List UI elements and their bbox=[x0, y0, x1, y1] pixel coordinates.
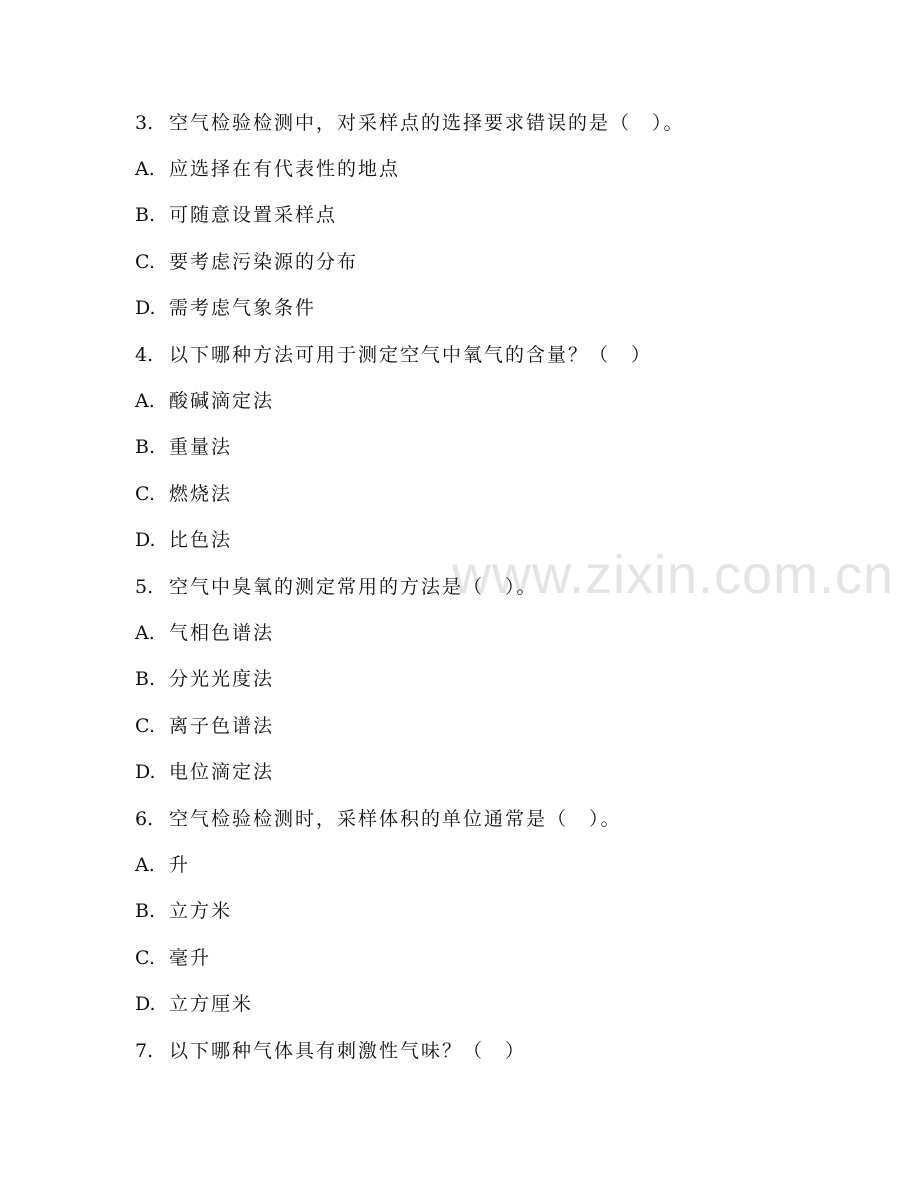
option-6a bbox=[135, 850, 190, 880]
item-number: C. bbox=[135, 715, 155, 737]
item-number: 5. bbox=[135, 576, 154, 598]
item-text: 离子色谱法 bbox=[169, 715, 275, 737]
item-number: D. bbox=[135, 993, 156, 1015]
item-text: 需考虑气象条件 bbox=[169, 297, 317, 319]
item-number: B. bbox=[135, 436, 156, 458]
item-text: 重量法 bbox=[169, 436, 233, 458]
option-4a bbox=[135, 386, 274, 416]
watermark: www.zixin.com.cn bbox=[452, 545, 895, 605]
item-number: C. bbox=[135, 251, 155, 273]
option-6b bbox=[135, 896, 232, 926]
option-6c bbox=[135, 943, 211, 973]
item-text: 立方厘米 bbox=[169, 993, 254, 1015]
option-6d bbox=[135, 989, 253, 1019]
item-text: 分光光度法 bbox=[169, 668, 275, 690]
option-5c bbox=[135, 711, 274, 741]
item-number: 3. bbox=[135, 112, 154, 134]
question-3 bbox=[135, 108, 685, 138]
item-text: 电位滴定法 bbox=[169, 761, 275, 783]
item-text: 立方米 bbox=[169, 900, 233, 922]
item-text: 可随意设置采样点 bbox=[169, 204, 338, 226]
item-text: 酸碱滴定法 bbox=[169, 390, 275, 412]
item-number: D. bbox=[135, 761, 156, 783]
item-number: 4. bbox=[135, 344, 154, 366]
option-4b bbox=[135, 432, 232, 462]
item-number: B. bbox=[135, 668, 156, 690]
question-5 bbox=[135, 572, 538, 602]
item-text: 空气中臭氧的测定常用的方法是（ ）。 bbox=[169, 576, 538, 598]
item-text: 要考虑污染源的分布 bbox=[169, 251, 359, 273]
option-3a bbox=[135, 154, 400, 184]
question-6 bbox=[135, 804, 622, 834]
item-text: 以下哪种气体具有刺激性气味？（ ） bbox=[169, 1040, 527, 1062]
item-text: 应选择在有代表性的地点 bbox=[169, 158, 401, 180]
option-5a bbox=[135, 618, 274, 648]
item-text: 燃烧法 bbox=[169, 483, 233, 505]
item-number: D. bbox=[135, 297, 156, 319]
item-text: 毫升 bbox=[169, 947, 212, 969]
question-4 bbox=[135, 340, 652, 370]
option-4d bbox=[135, 525, 232, 555]
item-number: A. bbox=[135, 158, 155, 180]
item-text: 比色法 bbox=[169, 529, 233, 551]
item-number: A. bbox=[135, 622, 155, 644]
option-5b bbox=[135, 664, 274, 694]
item-number: C. bbox=[135, 947, 155, 969]
item-number: 6. bbox=[135, 808, 154, 830]
item-text: 以下哪种方法可用于测定空气中氧气的含量？（ ） bbox=[169, 344, 653, 366]
option-3b bbox=[135, 200, 337, 230]
item-text: 升 bbox=[169, 854, 191, 876]
item-text: 空气检验检测时，采样体积的单位通常是（ ）。 bbox=[169, 808, 622, 830]
item-number: D. bbox=[135, 529, 156, 551]
option-3c bbox=[135, 247, 358, 277]
question-7 bbox=[135, 1036, 526, 1066]
option-5d bbox=[135, 757, 274, 787]
item-number: B. bbox=[135, 900, 156, 922]
option-3d bbox=[135, 293, 316, 323]
item-number: B. bbox=[135, 204, 156, 226]
item-number: A. bbox=[135, 854, 155, 876]
item-number: 7. bbox=[135, 1040, 154, 1062]
item-number: A. bbox=[135, 390, 155, 412]
option-4c bbox=[135, 479, 232, 509]
item-number: C. bbox=[135, 483, 155, 505]
item-text: 气相色谱法 bbox=[169, 622, 275, 644]
item-text: 空气检验检测中，对采样点的选择要求错误的是（ ）。 bbox=[169, 112, 685, 134]
